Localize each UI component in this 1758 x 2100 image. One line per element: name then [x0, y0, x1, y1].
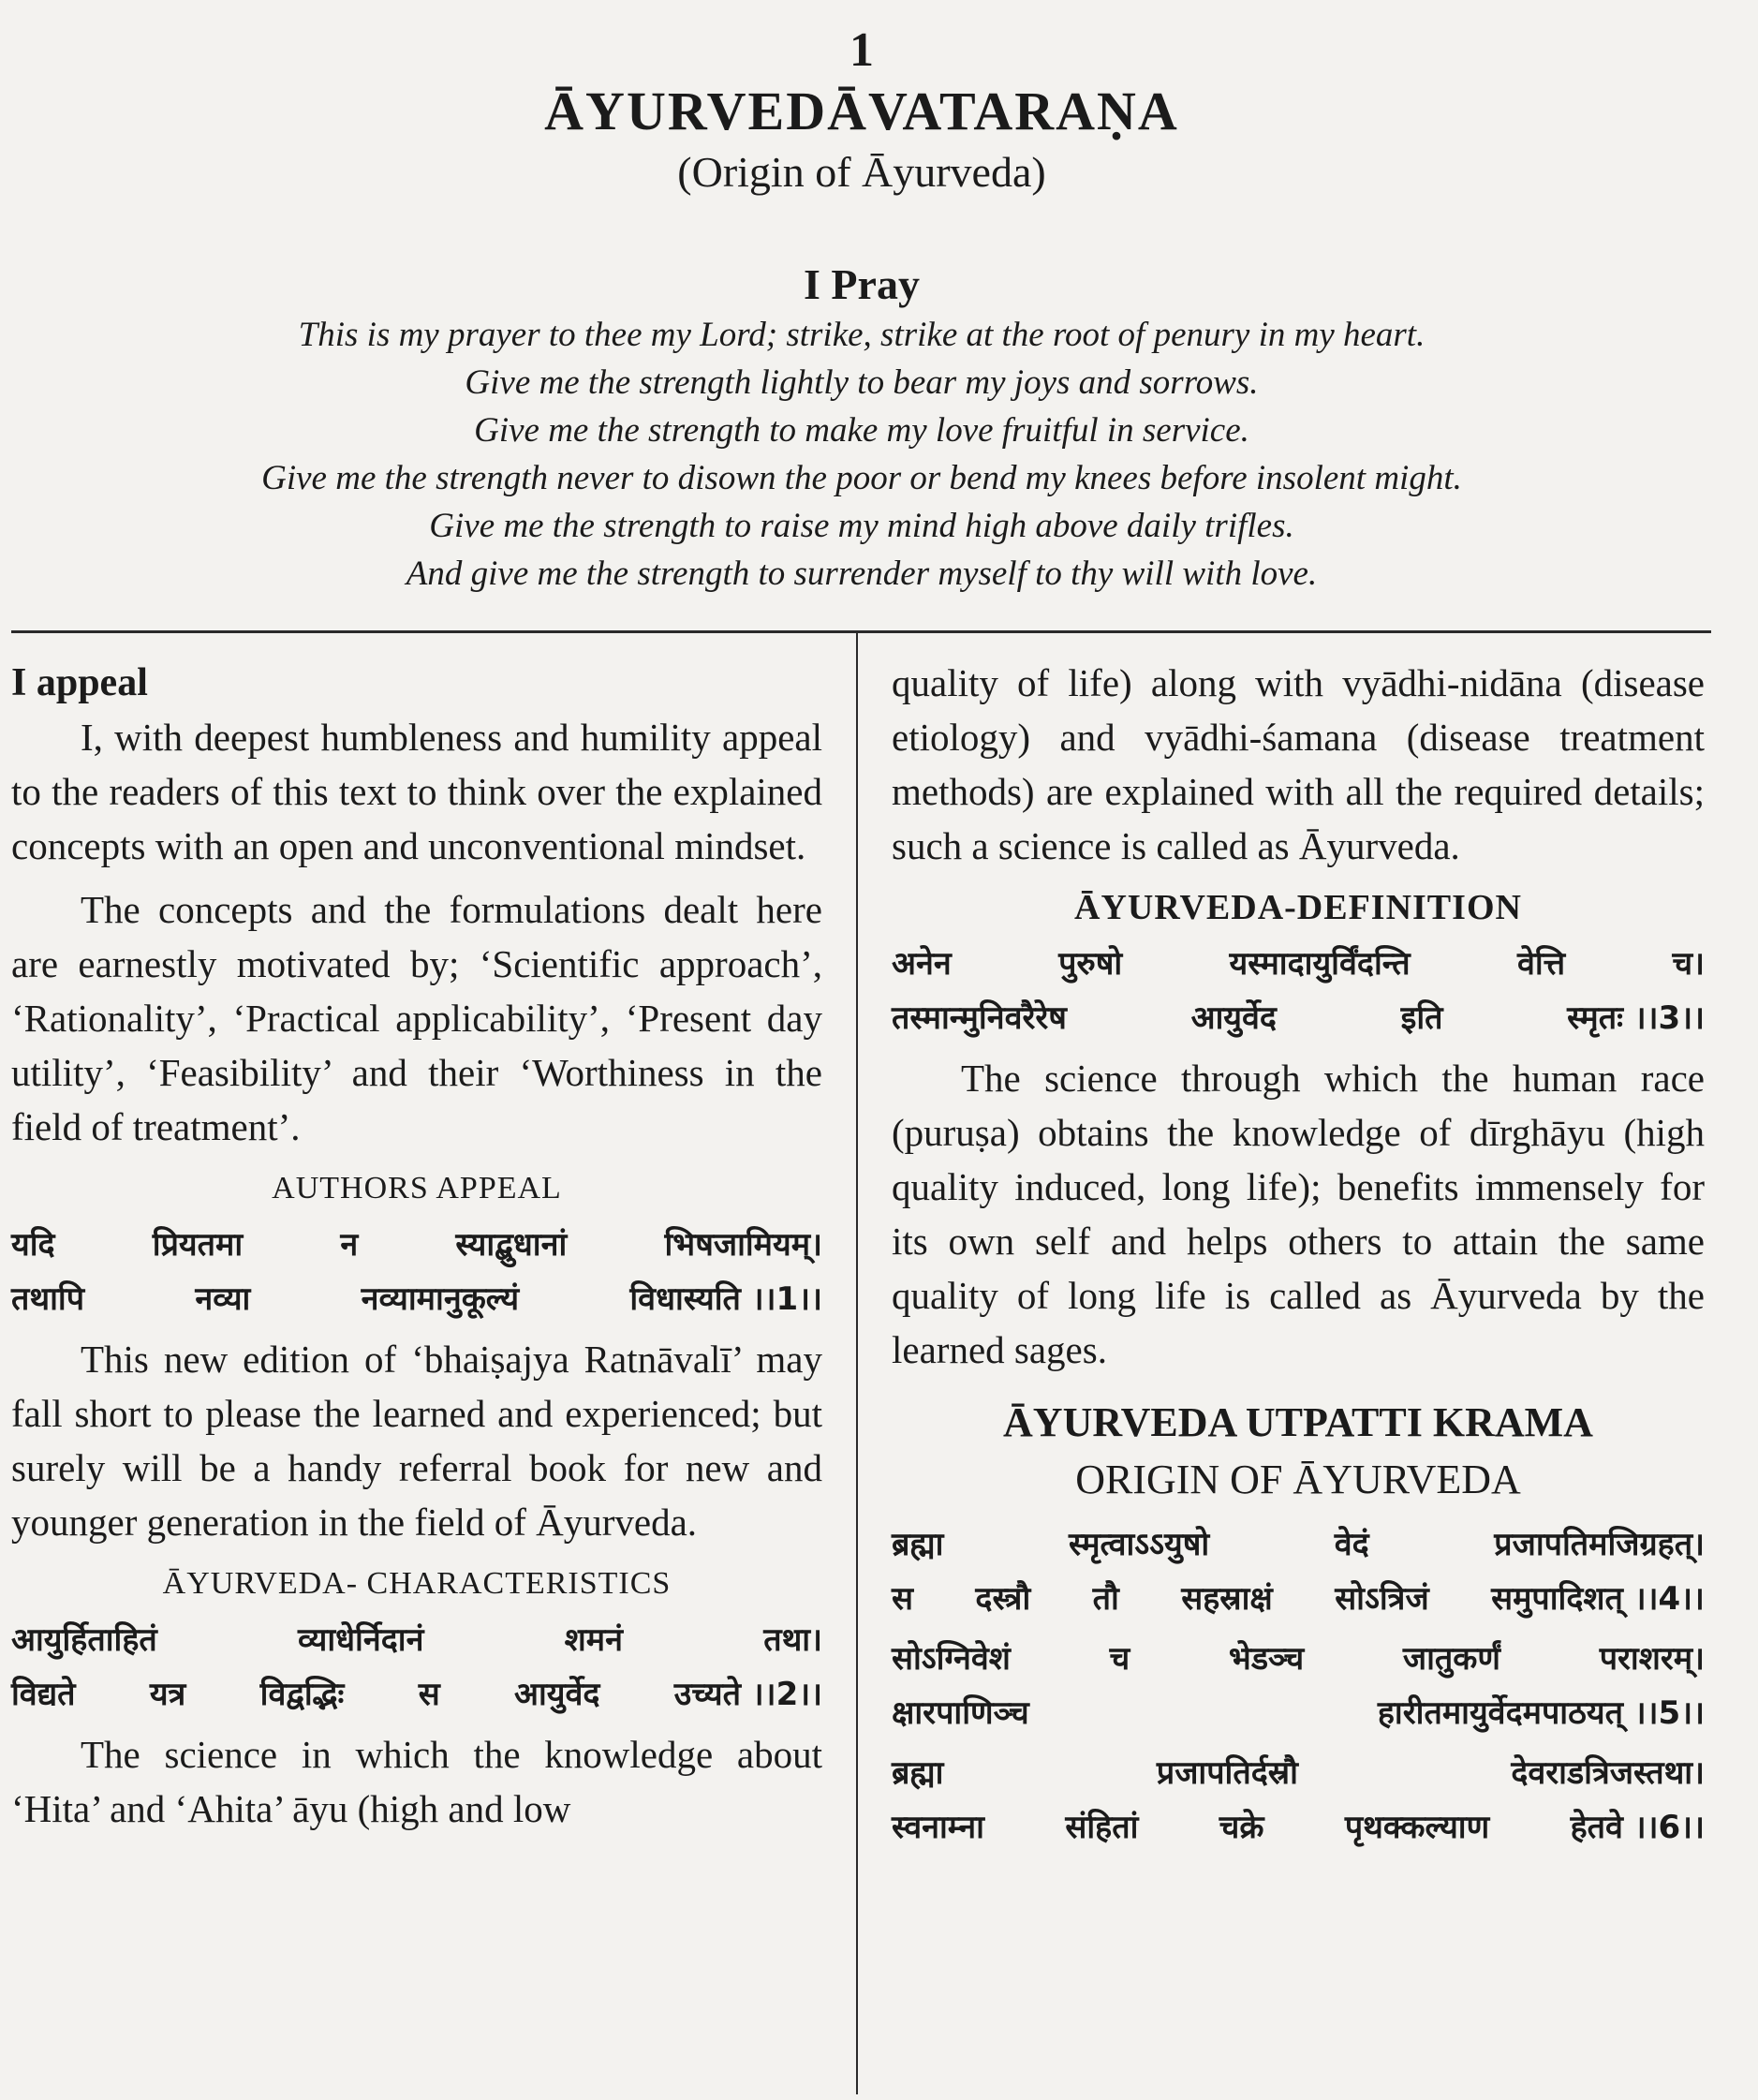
verse-word: स्वनाम्ना — [892, 1809, 984, 1846]
prayer-line: Give me the strength to raise my mind high above daily trifles. — [429, 507, 1294, 545]
verse-word: पृथक्कल्याण — [1344, 1809, 1490, 1846]
verse-word: प्रजापतिर्दस्रौ — [1156, 1754, 1298, 1792]
verse-3 — [892, 937, 1705, 1045]
verse-word: शमनं — [564, 1621, 623, 1659]
chapter-subtitle: (Origin of Āyurveda) — [677, 148, 1046, 196]
verse-word: ब्रह्मा — [892, 1526, 944, 1563]
left-column — [11, 656, 822, 1836]
chapter-header — [0, 22, 1723, 598]
right-column — [892, 656, 1705, 1860]
verse-word: स — [418, 1676, 440, 1713]
concepts-paragraph: The concepts and the formulations dealt here are earnestly motivated by; ‘Scientific approach’, ‘Rationality’, ‘Practical applicability’, ‘Present day utility’, ‘Feasibility’ and their ‘Worthiness in the field of treatment’. — [11, 888, 822, 1148]
verse-line — [892, 1572, 1705, 1626]
verse-word: भिषजामियम्। — [664, 1226, 822, 1264]
verse-word: देवराडत्रिजस्तथा। — [1511, 1754, 1705, 1792]
verse-word: विधास्यति ।।1।। — [629, 1280, 822, 1318]
verse-word: तथा। — [763, 1621, 822, 1659]
utpatti-heading: ĀYURVEDA UTPATTI KRAMA — [1003, 1399, 1593, 1445]
verse-word: विद्वद्भिः — [259, 1676, 345, 1713]
verse-line — [892, 937, 1705, 991]
verse-word: स — [892, 1580, 913, 1618]
verse-word: भेडञ्च — [1228, 1640, 1305, 1678]
prayer-line: Give me the strength never to disown the poor or bend my knees before insolent might. — [261, 459, 1462, 497]
verse-line — [892, 991, 1705, 1045]
appeal-paragraph: I, with deepest humbleness and humility appeal to the readers of this text to think over the explained concepts with an open and unconventional mindset. — [11, 716, 822, 867]
verse-line — [892, 1746, 1705, 1800]
verse-word: हारीतमायुर्वेदमपाठयत् ।।5।। — [1377, 1694, 1705, 1732]
verse-5 — [892, 1632, 1705, 1740]
prayer-line: And give me the strength to surrender myself to thy will with love. — [406, 555, 1318, 593]
verse-word: प्रियतमा — [152, 1226, 244, 1264]
authors-appeal-heading: AUTHORS APPEAL — [272, 1171, 562, 1205]
verse-word: यस्मादायुर्विंदन्ति — [1229, 945, 1411, 983]
column-divider — [856, 633, 858, 2094]
verse-word: विद्यते — [11, 1676, 76, 1713]
verse-word: सोऽग्निवेशं — [892, 1640, 1011, 1678]
chapter-number: 1 — [849, 23, 874, 77]
verse-line — [892, 1517, 1705, 1572]
verse-word: वेत्ति — [1516, 945, 1566, 983]
prayer-line: This is my prayer to thee my Lord; strike, strike at the root of penury in my heart. — [298, 316, 1426, 354]
verse-word: तस्मान्मुनिवरैरेष — [892, 999, 1067, 1037]
verse-line — [892, 1800, 1705, 1855]
verse-word: व्याधेर्निदानं — [297, 1621, 424, 1659]
prayer-heading: I Pray — [804, 260, 920, 308]
verse-word: नव्यामानुकूल्यं — [361, 1280, 520, 1318]
characteristics-heading: ĀYURVEDA- CHARACTERISTICS — [162, 1566, 672, 1601]
verse-word: उच्यते ।।2।। — [673, 1676, 822, 1713]
verse-word: पुरुषो — [1058, 945, 1123, 983]
verse-word: नव्या — [195, 1280, 251, 1318]
edition-paragraph: This new edition of ‘bhaiṣajya Ratnāvalī’ may fall short to please the learned and experienced; but surely will be a handy referral book for new and younger generation in the field of Āyurveda. — [11, 1338, 822, 1544]
verse-word: सहस्राक्षं — [1181, 1580, 1273, 1618]
verse-word: वेदं — [1334, 1526, 1369, 1563]
verse-line — [11, 1613, 822, 1667]
continued-paragraph: quality of life) along with vyādhi-nidāna (disease etiology) and vyādhi-śamana (disease treatment methods) are explained with all the required details; such a science is called as Āyurveda. — [892, 661, 1705, 867]
definition-paragraph: The science through which the human race (puruṣa) obtains the knowledge of dīrghāyu (high quality induced, long life); benefits immensely for its own self and helps others to attain the same quality of long life is called as Āyurveda by the learned sages. — [892, 1057, 1705, 1371]
verse-word: चक्रे — [1219, 1809, 1264, 1846]
verse-word: न — [340, 1226, 359, 1264]
verse-word: च। — [1672, 945, 1705, 983]
verse-word: इति — [1400, 999, 1443, 1037]
verse-word: च — [1109, 1640, 1130, 1678]
prayer-line: Give me the strength to make my love fruitful in service. — [474, 411, 1249, 450]
verse-word: क्षारपाणिञ्च — [892, 1694, 1029, 1732]
verse-word: हेतवे ।।6।। — [1570, 1809, 1705, 1846]
verse-word: जातुकर्णं — [1402, 1640, 1500, 1678]
definition-heading: ĀYURVEDA-DEFINITION — [1074, 888, 1522, 927]
verse-word: संहितां — [1065, 1809, 1139, 1846]
verse-word: आयुर्वेद — [514, 1676, 600, 1713]
verse-word: स्मृतः ।।3।। — [1567, 999, 1705, 1037]
verse-6 — [892, 1746, 1705, 1855]
verse-line — [11, 1218, 822, 1272]
verse-word: आयुर्हिताहितं — [11, 1621, 157, 1659]
verse-word: दस्त्रौ — [975, 1580, 1031, 1618]
verse-word: यत्र — [149, 1676, 186, 1713]
appeal-heading: I appeal — [11, 661, 148, 704]
prayer-lines — [0, 311, 1723, 598]
verse-4 — [892, 1517, 1705, 1626]
verse-word: समुपादिशत् ।।4।। — [1491, 1580, 1705, 1618]
verse-word: ब्रह्मा — [892, 1754, 944, 1792]
verse-line — [11, 1667, 822, 1722]
verse-word: पराशरम्। — [1599, 1640, 1705, 1678]
verse-word: सोऽत्रिजं — [1335, 1580, 1429, 1618]
verse-word: तथापि — [11, 1280, 85, 1318]
chapter-title: ĀYURVEDĀVATARAṆA — [544, 81, 1179, 141]
verse-line — [892, 1686, 1705, 1740]
utpatti-subheading: ORIGIN OF ĀYURVEDA — [1075, 1457, 1521, 1502]
verse-word: स्याद्बुधानां — [455, 1226, 568, 1264]
verse-word: यदि — [11, 1226, 55, 1264]
verse-word: आयुर्वेद — [1190, 999, 1277, 1037]
verse-word: प्रजापतिमजिग्रहत्। — [1494, 1526, 1705, 1563]
verse-line — [892, 1632, 1705, 1686]
verse-word: अनेन — [892, 945, 952, 983]
verse-1 — [11, 1218, 822, 1326]
horizontal-rule — [11, 630, 1711, 633]
prayer-line: Give me the strength lightly to bear my joys and sorrows. — [465, 363, 1259, 402]
science-paragraph: The science in which the knowledge about ‘Hita’ and ‘Ahita’ āyu (high and low — [11, 1733, 822, 1830]
verse-line — [11, 1272, 822, 1326]
verse-word: स्मृत्वाऽऽयुषो — [1069, 1526, 1210, 1563]
verse-word: तौ — [1092, 1580, 1119, 1618]
verse-2 — [11, 1613, 822, 1722]
